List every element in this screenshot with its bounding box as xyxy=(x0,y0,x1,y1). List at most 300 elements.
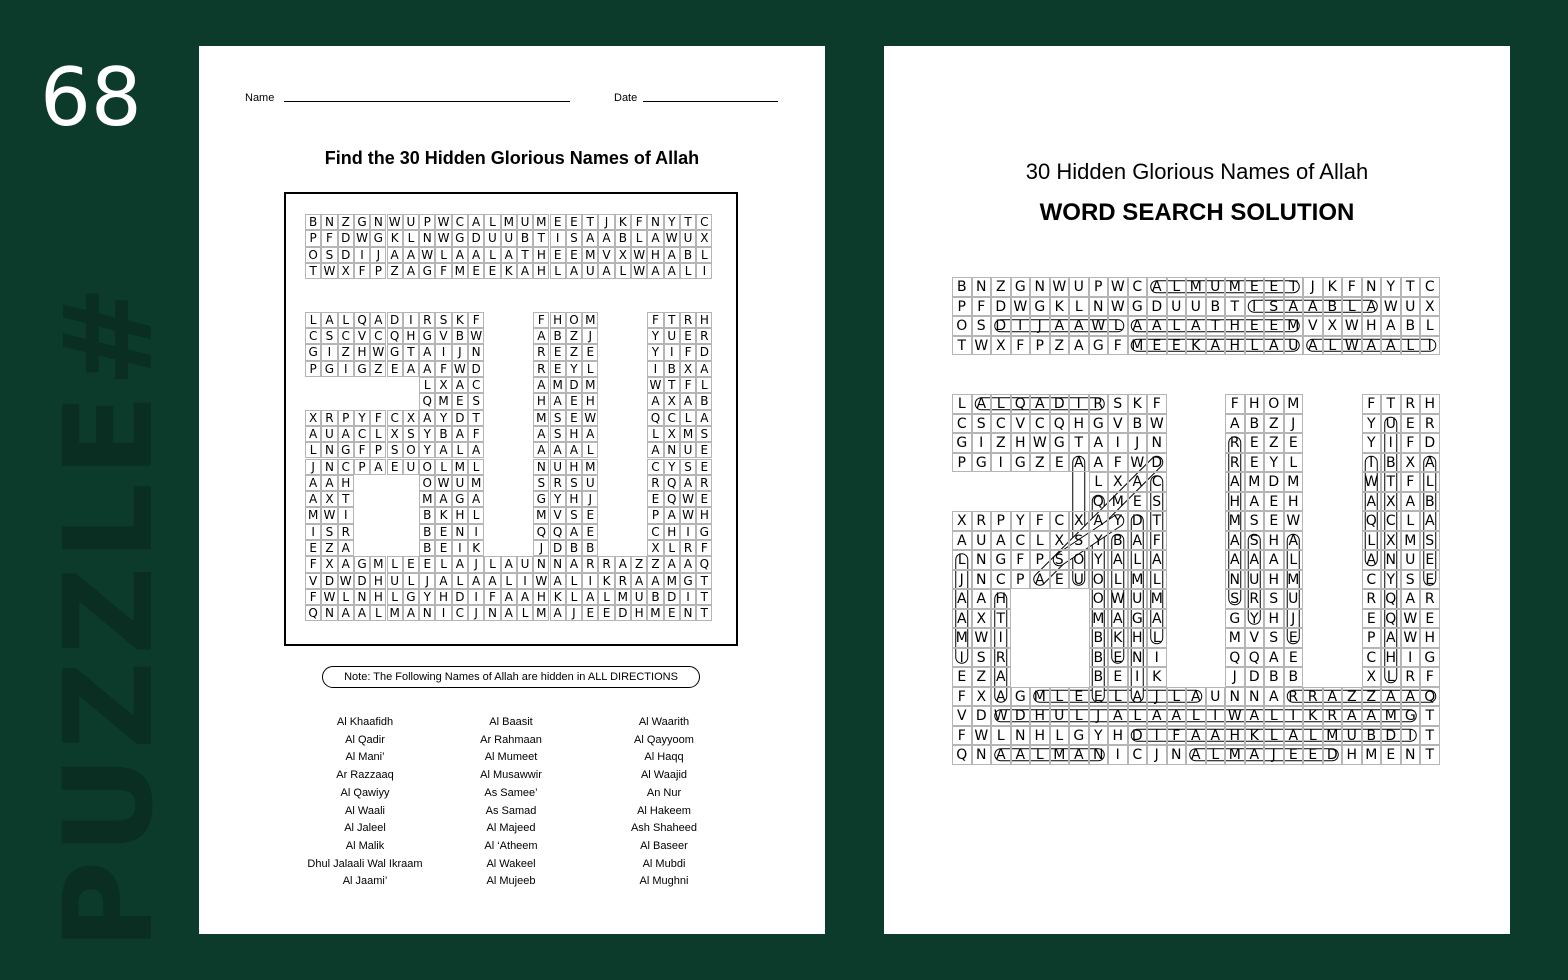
grid-cell[interactable]: G xyxy=(305,344,321,360)
grid-cell[interactable]: A xyxy=(403,263,419,279)
grid-cell[interactable]: K xyxy=(452,312,468,328)
grid-cell[interactable]: D xyxy=(1264,472,1284,492)
grid-cell[interactable]: A xyxy=(550,442,566,458)
grid-cell[interactable]: N xyxy=(972,550,992,570)
grid-cell[interactable]: B xyxy=(419,507,435,523)
grid-cell[interactable]: A xyxy=(1245,550,1265,570)
grid-cell[interactable]: A xyxy=(517,263,533,279)
grid-cell[interactable]: A xyxy=(680,393,696,409)
grid-cell[interactable]: A xyxy=(566,556,582,572)
grid-cell[interactable]: I xyxy=(1206,706,1226,726)
grid-cell[interactable]: L xyxy=(1167,687,1187,707)
grid-cell[interactable]: I xyxy=(435,344,451,360)
grid-cell[interactable]: J xyxy=(452,344,468,360)
grid-cell[interactable]: M xyxy=(468,475,484,491)
grid-cell[interactable]: E xyxy=(1264,316,1284,336)
grid-cell[interactable]: L xyxy=(664,540,680,556)
grid-cell[interactable]: S xyxy=(533,475,549,491)
grid-cell[interactable]: P xyxy=(1030,550,1050,570)
grid-cell[interactable]: W xyxy=(321,589,337,605)
grid-cell[interactable]: X xyxy=(647,540,663,556)
grid-cell[interactable]: H xyxy=(1420,628,1440,648)
grid-cell[interactable]: L xyxy=(1147,628,1167,648)
grid-cell[interactable]: J xyxy=(1284,414,1304,434)
grid-cell[interactable]: E xyxy=(387,459,403,475)
grid-cell[interactable]: I xyxy=(647,361,663,377)
grid-cell[interactable]: T xyxy=(582,214,598,230)
grid-cell[interactable]: A xyxy=(631,573,647,589)
grid-cell[interactable]: T xyxy=(1420,726,1440,746)
grid-cell[interactable]: A xyxy=(321,475,337,491)
grid-cell[interactable]: G xyxy=(419,328,435,344)
grid-cell[interactable]: C xyxy=(1128,277,1148,297)
grid-cell[interactable]: N xyxy=(452,524,468,540)
grid-cell[interactable]: I xyxy=(680,524,696,540)
grid-cell[interactable]: M xyxy=(1147,589,1167,609)
grid-cell[interactable]: H xyxy=(1381,648,1401,668)
grid-cell[interactable]: B xyxy=(550,328,566,344)
grid-cell[interactable]: U xyxy=(1284,589,1304,609)
grid-cell[interactable]: R xyxy=(680,312,696,328)
grid-cell[interactable]: E xyxy=(1069,687,1089,707)
grid-cell[interactable]: W xyxy=(1108,589,1128,609)
grid-cell[interactable]: U xyxy=(1401,550,1421,570)
grid-cell[interactable]: F xyxy=(305,556,321,572)
grid-cell[interactable]: A xyxy=(452,377,468,393)
grid-cell[interactable]: K xyxy=(1128,394,1148,414)
grid-cell[interactable]: H xyxy=(1069,414,1089,434)
grid-cell[interactable]: P xyxy=(952,297,972,317)
grid-cell[interactable]: W xyxy=(1147,414,1167,434)
grid-cell[interactable]: S xyxy=(1245,531,1265,551)
grid-cell[interactable]: Q xyxy=(1089,492,1109,512)
grid-cell[interactable]: A xyxy=(582,230,598,246)
grid-cell[interactable]: L xyxy=(1420,472,1440,492)
grid-cell[interactable]: U xyxy=(680,442,696,458)
grid-cell[interactable]: W xyxy=(435,214,451,230)
grid-cell[interactable]: Z xyxy=(1264,414,1284,434)
grid-cell[interactable]: H xyxy=(566,491,582,507)
grid-cell[interactable]: X xyxy=(403,410,419,426)
grid-cell[interactable]: P xyxy=(647,507,663,523)
grid-cell[interactable]: P xyxy=(354,459,370,475)
grid-cell[interactable]: X xyxy=(1401,453,1421,473)
grid-cell[interactable]: A xyxy=(1362,336,1382,356)
grid-cell[interactable]: N xyxy=(1167,745,1187,765)
grid-cell[interactable]: C xyxy=(468,377,484,393)
grid-cell[interactable]: E xyxy=(1147,336,1167,356)
grid-cell[interactable]: N xyxy=(1089,745,1109,765)
grid-cell[interactable]: E xyxy=(1264,492,1284,512)
grid-cell[interactable]: L xyxy=(598,589,614,605)
grid-cell[interactable]: Z xyxy=(1030,453,1050,473)
grid-cell[interactable]: R xyxy=(680,540,696,556)
grid-cell[interactable]: A xyxy=(1264,687,1284,707)
grid-cell[interactable]: L xyxy=(1401,336,1421,356)
grid-cell[interactable]: E xyxy=(387,361,403,377)
grid-cell[interactable]: H xyxy=(533,263,549,279)
grid-cell[interactable]: O xyxy=(305,247,321,263)
grid-cell[interactable]: W xyxy=(338,573,354,589)
grid-cell[interactable]: Q xyxy=(1225,648,1245,668)
grid-cell[interactable]: R xyxy=(550,475,566,491)
grid-cell[interactable]: W xyxy=(321,263,337,279)
grid-cell[interactable]: N xyxy=(972,570,992,590)
grid-cell[interactable]: D xyxy=(615,605,631,621)
grid-cell[interactable]: U xyxy=(1401,297,1421,317)
grid-cell[interactable]: L xyxy=(1108,570,1128,590)
grid-cell[interactable]: A xyxy=(419,361,435,377)
grid-cell[interactable]: I xyxy=(1147,726,1167,746)
grid-cell[interactable]: L xyxy=(1401,511,1421,531)
grid-cell[interactable]: L xyxy=(305,442,321,458)
grid-cell[interactable]: S xyxy=(435,312,451,328)
grid-cell[interactable]: G xyxy=(1225,609,1245,629)
grid-cell[interactable]: Z xyxy=(338,214,354,230)
grid-cell[interactable]: L xyxy=(1089,472,1109,492)
grid-cell[interactable]: A xyxy=(305,491,321,507)
grid-cell[interactable]: X xyxy=(1362,667,1382,687)
grid-cell[interactable]: A xyxy=(1420,511,1440,531)
grid-cell[interactable]: Q xyxy=(419,393,435,409)
grid-cell[interactable]: T xyxy=(403,344,419,360)
grid-cell[interactable]: A xyxy=(952,531,972,551)
grid-cell[interactable]: E xyxy=(1284,628,1304,648)
grid-cell[interactable]: I xyxy=(1108,433,1128,453)
grid-cell[interactable]: L xyxy=(582,361,598,377)
grid-cell[interactable]: L xyxy=(403,573,419,589)
grid-cell[interactable]: M xyxy=(305,507,321,523)
grid-cell[interactable]: I xyxy=(338,507,354,523)
grid-cell[interactable]: J xyxy=(1089,706,1109,726)
grid-cell[interactable]: U xyxy=(582,475,598,491)
grid-cell[interactable]: A xyxy=(501,589,517,605)
grid-cell[interactable]: K xyxy=(550,589,566,605)
grid-cell[interactable]: I xyxy=(321,344,337,360)
grid-cell[interactable]: E xyxy=(1050,453,1070,473)
grid-cell[interactable]: W xyxy=(321,507,337,523)
grid-cell[interactable]: X xyxy=(1108,472,1128,492)
grid-cell[interactable]: F xyxy=(972,297,992,317)
grid-cell[interactable]: L xyxy=(680,263,696,279)
grid-cell[interactable]: B xyxy=(1362,726,1382,746)
grid-cell[interactable]: W xyxy=(468,328,484,344)
grid-cell[interactable]: J xyxy=(566,605,582,621)
grid-cell[interactable]: A xyxy=(1303,297,1323,317)
grid-cell[interactable]: E xyxy=(1362,609,1382,629)
grid-cell[interactable]: C xyxy=(1030,414,1050,434)
grid-cell[interactable]: G xyxy=(680,573,696,589)
grid-cell[interactable]: L xyxy=(1128,550,1148,570)
grid-cell[interactable]: L xyxy=(696,247,712,263)
grid-cell[interactable]: B xyxy=(419,524,435,540)
grid-cell[interactable]: H xyxy=(582,393,598,409)
grid-cell[interactable]: Z xyxy=(321,540,337,556)
grid-cell[interactable]: A xyxy=(338,540,354,556)
grid-cell[interactable]: B xyxy=(1245,414,1265,434)
grid-cell[interactable]: H xyxy=(1225,336,1245,356)
grid-cell[interactable]: A xyxy=(1362,297,1382,317)
grid-cell[interactable]: M xyxy=(435,393,451,409)
grid-cell[interactable]: A xyxy=(354,605,370,621)
grid-cell[interactable]: T xyxy=(1069,433,1089,453)
grid-cell[interactable]: W xyxy=(1050,277,1070,297)
grid-cell[interactable]: L xyxy=(338,312,354,328)
grid-cell[interactable]: E xyxy=(647,491,663,507)
grid-cell[interactable]: L xyxy=(338,589,354,605)
grid-cell[interactable]: O xyxy=(1089,589,1109,609)
grid-cell[interactable]: W xyxy=(1108,297,1128,317)
grid-cell[interactable]: X xyxy=(972,687,992,707)
grid-cell[interactable]: H xyxy=(1264,570,1284,590)
grid-cell[interactable]: F xyxy=(1011,336,1031,356)
grid-cell[interactable]: Z xyxy=(991,277,1011,297)
grid-cell[interactable]: E xyxy=(598,605,614,621)
grid-cell[interactable]: F xyxy=(321,230,337,246)
grid-cell[interactable]: V xyxy=(1303,316,1323,336)
grid-cell[interactable]: G xyxy=(1089,414,1109,434)
grid-cell[interactable]: B xyxy=(647,589,663,605)
grid-cell[interactable]: A xyxy=(1069,453,1089,473)
grid-cell[interactable]: L xyxy=(501,573,517,589)
grid-cell[interactable]: N xyxy=(1225,570,1245,590)
grid-cell[interactable]: D xyxy=(468,361,484,377)
grid-cell[interactable]: B xyxy=(952,277,972,297)
grid-cell[interactable]: A xyxy=(468,491,484,507)
grid-cell[interactable]: D xyxy=(354,573,370,589)
grid-cell[interactable]: I xyxy=(1245,297,1265,317)
date-field-line[interactable] xyxy=(643,101,778,102)
grid-cell[interactable]: M xyxy=(452,263,468,279)
grid-cell[interactable]: A xyxy=(468,247,484,263)
grid-cell[interactable]: S xyxy=(972,316,992,336)
grid-cell[interactable]: E xyxy=(1245,433,1265,453)
grid-cell[interactable]: M xyxy=(370,556,386,572)
grid-cell[interactable]: I xyxy=(305,524,321,540)
grid-cell[interactable]: H xyxy=(403,328,419,344)
grid-cell[interactable]: R xyxy=(1303,687,1323,707)
grid-cell[interactable]: U xyxy=(517,556,533,572)
grid-cell[interactable]: W xyxy=(664,230,680,246)
grid-cell[interactable]: D xyxy=(387,312,403,328)
grid-cell[interactable]: M xyxy=(533,214,549,230)
grid-cell[interactable]: I xyxy=(1362,453,1382,473)
grid-cell[interactable]: L xyxy=(1069,297,1089,317)
grid-cell[interactable]: B xyxy=(1089,667,1109,687)
grid-cell[interactable]: W xyxy=(972,726,992,746)
grid-cell[interactable]: N xyxy=(419,605,435,621)
grid-cell[interactable]: A xyxy=(517,589,533,605)
grid-cell[interactable]: C xyxy=(452,214,468,230)
grid-cell[interactable]: A xyxy=(419,410,435,426)
grid-cell[interactable]: H xyxy=(696,312,712,328)
grid-cell[interactable]: R xyxy=(972,511,992,531)
grid-cell[interactable]: F xyxy=(1362,394,1382,414)
grid-cell[interactable]: W xyxy=(582,410,598,426)
grid-cell[interactable]: A xyxy=(1381,336,1401,356)
grid-cell[interactable]: I xyxy=(468,589,484,605)
grid-cell[interactable]: H xyxy=(1128,628,1148,648)
grid-cell[interactable]: U xyxy=(550,459,566,475)
grid-cell[interactable]: D xyxy=(338,230,354,246)
grid-cell[interactable]: F xyxy=(1108,336,1128,356)
grid-cell[interactable]: E xyxy=(435,524,451,540)
grid-cell[interactable]: G xyxy=(354,556,370,572)
grid-cell[interactable]: A xyxy=(1147,316,1167,336)
grid-cell[interactable]: M xyxy=(1362,745,1382,765)
grid-cell[interactable]: N xyxy=(468,344,484,360)
grid-cell[interactable]: E xyxy=(582,344,598,360)
grid-cell[interactable]: N xyxy=(664,442,680,458)
grid-cell[interactable]: D xyxy=(1050,394,1070,414)
grid-cell[interactable]: L xyxy=(615,263,631,279)
grid-cell[interactable]: I xyxy=(403,312,419,328)
grid-cell[interactable]: G xyxy=(403,589,419,605)
grid-cell[interactable]: J xyxy=(1147,745,1167,765)
grid-cell[interactable]: U xyxy=(1245,570,1265,590)
grid-cell[interactable]: M xyxy=(1381,706,1401,726)
grid-cell[interactable]: U xyxy=(403,459,419,475)
grid-cell[interactable]: A xyxy=(1128,531,1148,551)
grid-cell[interactable]: C xyxy=(305,328,321,344)
grid-cell[interactable]: A xyxy=(387,247,403,263)
grid-cell[interactable]: F xyxy=(1030,511,1050,531)
grid-cell[interactable]: N xyxy=(419,230,435,246)
grid-cell[interactable]: M xyxy=(1225,511,1245,531)
grid-cell[interactable]: C xyxy=(1420,277,1440,297)
grid-cell[interactable]: L xyxy=(1108,687,1128,707)
grid-cell[interactable]: W xyxy=(533,573,549,589)
grid-cell[interactable]: O xyxy=(1089,570,1109,590)
grid-cell[interactable]: T xyxy=(664,312,680,328)
grid-cell[interactable]: U xyxy=(1186,297,1206,317)
grid-cell[interactable]: N xyxy=(972,745,992,765)
grid-cell[interactable]: B xyxy=(419,540,435,556)
grid-cell[interactable]: H xyxy=(1245,394,1265,414)
grid-cell[interactable]: E xyxy=(550,214,566,230)
grid-cell[interactable]: A xyxy=(403,605,419,621)
grid-cell[interactable]: N xyxy=(533,556,549,572)
grid-cell[interactable]: S xyxy=(550,410,566,426)
grid-cell[interactable]: L xyxy=(1030,745,1050,765)
grid-cell[interactable]: B xyxy=(435,426,451,442)
grid-cell[interactable]: E xyxy=(582,507,598,523)
grid-cell[interactable]: L xyxy=(1264,726,1284,746)
grid-cell[interactable]: W xyxy=(972,628,992,648)
grid-cell[interactable]: R xyxy=(696,328,712,344)
grid-cell[interactable]: S xyxy=(1264,297,1284,317)
grid-cell[interactable]: A xyxy=(1069,745,1089,765)
grid-cell[interactable]: G xyxy=(354,361,370,377)
grid-cell[interactable]: Z xyxy=(1362,687,1382,707)
grid-cell[interactable]: A xyxy=(680,475,696,491)
grid-cell[interactable]: L xyxy=(452,573,468,589)
grid-cell[interactable]: E xyxy=(468,263,484,279)
grid-cell[interactable]: A xyxy=(501,556,517,572)
grid-cell[interactable]: T xyxy=(1147,511,1167,531)
grid-cell[interactable]: X xyxy=(338,263,354,279)
grid-cell[interactable]: M xyxy=(533,507,549,523)
grid-cell[interactable]: W xyxy=(1381,297,1401,317)
grid-cell[interactable]: L xyxy=(452,442,468,458)
grid-cell[interactable]: T xyxy=(468,410,484,426)
grid-cell[interactable]: H xyxy=(1225,492,1245,512)
grid-cell[interactable]: F xyxy=(1108,453,1128,473)
grid-cell[interactable]: A xyxy=(1303,336,1323,356)
grid-cell[interactable]: G xyxy=(419,263,435,279)
grid-cell[interactable]: V xyxy=(1108,414,1128,434)
grid-cell[interactable]: R xyxy=(321,410,337,426)
grid-cell[interactable]: T xyxy=(305,263,321,279)
grid-cell[interactable]: R xyxy=(1245,589,1265,609)
grid-cell[interactable]: Y xyxy=(664,459,680,475)
grid-cell[interactable]: R xyxy=(991,648,1011,668)
grid-cell[interactable]: M xyxy=(1030,687,1050,707)
grid-cell[interactable]: P xyxy=(370,263,386,279)
grid-cell[interactable]: S xyxy=(566,507,582,523)
grid-cell[interactable]: I xyxy=(582,573,598,589)
grid-cell[interactable]: Y xyxy=(566,361,582,377)
grid-cell[interactable]: A xyxy=(305,475,321,491)
grid-cell[interactable]: S xyxy=(387,442,403,458)
grid-cell[interactable]: L xyxy=(1206,745,1226,765)
grid-cell[interactable]: Y xyxy=(550,491,566,507)
grid-cell[interactable]: E xyxy=(582,524,598,540)
grid-cell[interactable]: L xyxy=(1420,316,1440,336)
grid-cell[interactable]: B xyxy=(1264,667,1284,687)
grid-cell[interactable]: F xyxy=(484,589,500,605)
grid-cell[interactable]: N xyxy=(1362,277,1382,297)
grid-cell[interactable]: S xyxy=(321,247,337,263)
grid-cell[interactable]: S xyxy=(321,524,337,540)
grid-cell[interactable]: N xyxy=(1147,433,1167,453)
grid-cell[interactable]: X xyxy=(952,511,972,531)
grid-cell[interactable]: A xyxy=(370,312,386,328)
grid-cell[interactable]: W xyxy=(680,507,696,523)
grid-cell[interactable]: H xyxy=(647,247,663,263)
grid-cell[interactable]: A xyxy=(1108,609,1128,629)
grid-cell[interactable]: P xyxy=(305,230,321,246)
grid-cell[interactable]: A xyxy=(1089,433,1109,453)
grid-cell[interactable]: G xyxy=(972,453,992,473)
grid-cell[interactable]: R xyxy=(1284,687,1304,707)
grid-cell[interactable]: H xyxy=(1420,394,1440,414)
grid-cell[interactable]: A xyxy=(484,573,500,589)
grid-cell[interactable]: G xyxy=(1089,336,1109,356)
grid-cell[interactable]: M xyxy=(1050,745,1070,765)
grid-cell[interactable]: H xyxy=(1264,609,1284,629)
grid-cell[interactable]: Q xyxy=(696,556,712,572)
grid-cell[interactable]: T xyxy=(1381,394,1401,414)
grid-cell[interactable]: V xyxy=(305,573,321,589)
grid-cell[interactable]: H xyxy=(1030,726,1050,746)
grid-cell[interactable]: L xyxy=(1147,570,1167,590)
grid-cell[interactable]: J xyxy=(1303,277,1323,297)
grid-cell[interactable]: D xyxy=(321,573,337,589)
grid-cell[interactable]: L xyxy=(550,263,566,279)
grid-cell[interactable]: Y xyxy=(419,426,435,442)
grid-cell[interactable]: M xyxy=(1284,570,1304,590)
grid-cell[interactable]: A xyxy=(647,230,663,246)
grid-cell[interactable]: L xyxy=(435,247,451,263)
grid-cell[interactable]: I xyxy=(1284,706,1304,726)
grid-cell[interactable]: H xyxy=(370,573,386,589)
grid-cell[interactable]: U xyxy=(582,263,598,279)
grid-cell[interactable]: T xyxy=(1420,745,1440,765)
grid-cell[interactable]: W xyxy=(419,247,435,263)
grid-cell[interactable]: A xyxy=(533,377,549,393)
grid-cell[interactable]: Q xyxy=(387,328,403,344)
